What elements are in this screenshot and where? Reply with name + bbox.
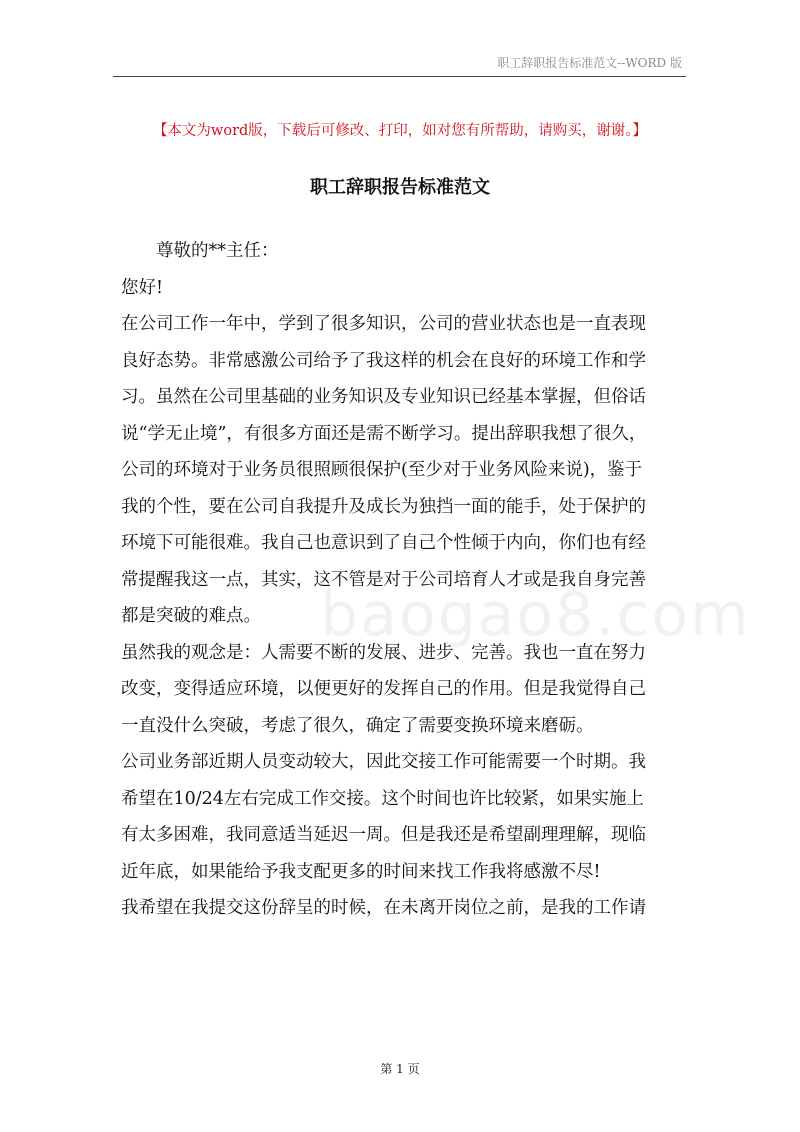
paragraph-line: 都是突破的难点。 — [121, 606, 261, 626]
page-number: 第 1 页 — [380, 1062, 420, 1076]
paragraphs-container — [121, 306, 685, 927]
paragraph-line: 我希望在我提交这份辞呈的时候，在未离开岗位之前，是我的工作请 — [121, 898, 646, 918]
document-title: 职工辞职报告标准范文 — [310, 177, 490, 198]
paragraph-line: 良好态势。非常感激公司给予了我这样的机会在良好的环境工作和学 — [121, 350, 646, 371]
paragraph-line: 希望在10/24左右完成工作交接。这个时间也许比较紧，如果实施上 — [121, 788, 644, 809]
paragraph-line: 改变，变得适应环境，以便更好的发挥自己的作用。但是我觉得自己 — [121, 679, 646, 699]
paragraph-line: 虽然我的观念是：人需要不断的发展、进步、完善。我也一直在努力 — [121, 642, 646, 663]
greeting: 您好! — [121, 277, 164, 298]
paragraph-line: 我的个性，要在公司自我提升及成长为独挡一面的能手，处于保护的 — [121, 496, 646, 517]
paragraph-line: 说“学无止境”，有很多方面还是需不断学习。提出辞职我想了很久， — [121, 423, 647, 444]
paragraph-line: 公司的环境对于业务员很照顾很保护(至少对于业务风险来说)，鉴于 — [121, 460, 643, 480]
body-paragraph — [121, 635, 685, 745]
paragraph-line: 环境下可能很难。我自己也意识到了自己个性倾于内向，你们也有经 — [121, 533, 646, 553]
paragraph-line: 常提醒我这一点，其实，这不管是对于公司培育人才或是我自身完善 — [121, 569, 646, 590]
paragraph-line: 一直没什么突破，考虑了很久，确定了需要变换环境来磨砺。 — [121, 715, 594, 736]
body-paragraph — [121, 306, 685, 635]
paragraph-line: 习。虽然在公司里基础的业务知识及专业知识已经基本掌握，但俗话 — [121, 387, 646, 407]
watermark: baogao8.com — [320, 580, 751, 650]
body-paragraph — [121, 744, 685, 890]
paragraph-line: 近年底，如果能给予我支配更多的时间来找工作我将感激不尽! — [121, 861, 601, 882]
paragraph-line: 公司业务部近期人员变动较大，因此交接工作可能需要一个时期。我 — [121, 752, 646, 772]
document-body — [121, 233, 685, 927]
paragraph-line: 在公司工作一年中，学到了很多知识，公司的营业状态也是一直表现 — [121, 314, 646, 334]
salutation: 尊敬的**主任： — [156, 241, 279, 261]
header-divider — [113, 76, 686, 77]
purchase-notice: 【本文为word版，下载后可修改、打印，如对您有所帮助，请购买，谢谢。】 — [152, 123, 648, 139]
page-header-title: 职工辞职报告标准范文--WORD 版 — [497, 56, 682, 70]
paragraph-line: 有太多困难，我同意适当延迟一周。但是我还是希望副理理解，现临 — [121, 825, 646, 845]
body-paragraph — [121, 890, 685, 927]
